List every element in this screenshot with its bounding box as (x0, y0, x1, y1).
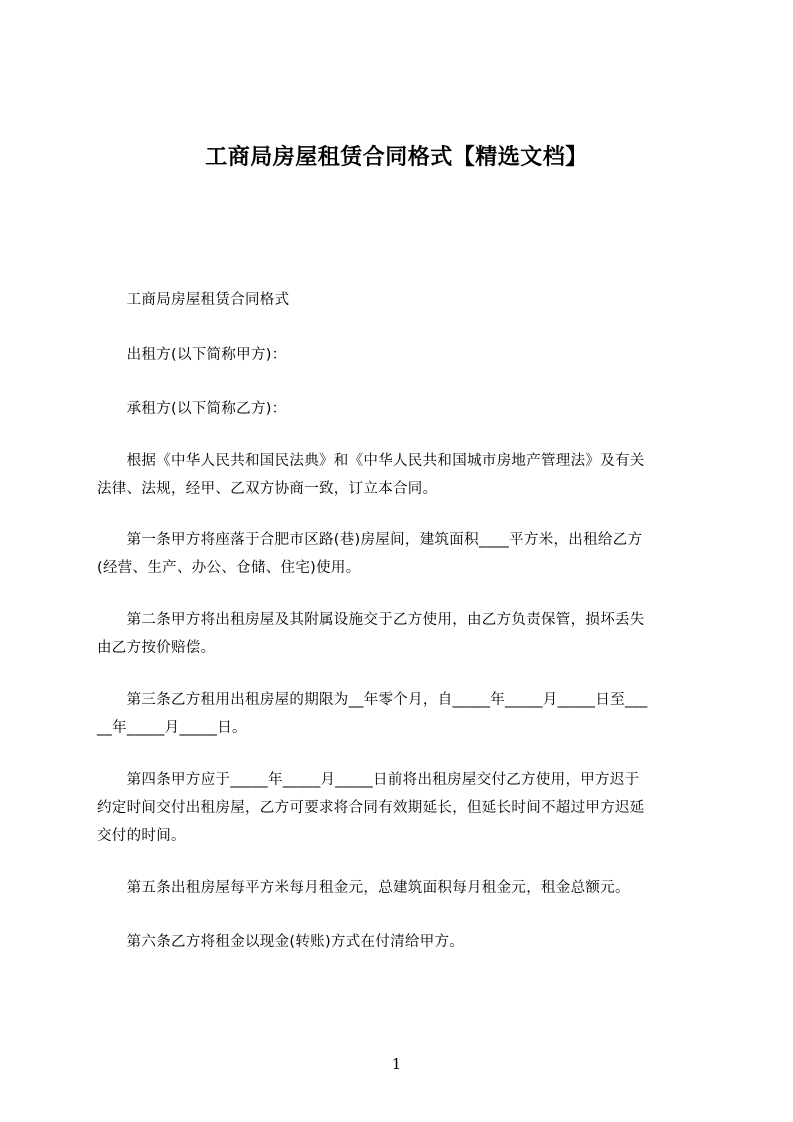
text-line: 出租方(以下简称甲方)： (97, 347, 287, 363)
paragraph-article-4 (97, 766, 707, 850)
text-line: 承租方(以下简称乙方)： (97, 401, 287, 417)
paragraph-preamble (97, 447, 707, 503)
text-line: 约定时间交付出租房屋，乙方可要求将合同有效期延长，但延长时间不超过甲方迟延 (97, 800, 645, 816)
text-line: 法律、法规，经甲、乙双方协商一致，订立本合同。 (97, 481, 438, 497)
text-line: 第六条乙方将租金以现金(转账)方式在付清给甲方。 (97, 934, 465, 950)
paragraph-lessee (97, 395, 707, 423)
paragraph-article-6 (97, 928, 707, 956)
text-line: __年_____月_____日。 (97, 720, 247, 736)
text-line: 交付的时间。 (97, 828, 186, 844)
text-line: 第五条出租房屋每平方米每月租金元，总建筑面积每月租金元，租金总额元。 (97, 880, 630, 896)
text-line: (经营、生产、办公、仓储、住宅)使用。 (97, 560, 361, 576)
paragraph-article-3 (97, 686, 707, 742)
text-line: 第二条甲方将出租房屋及其附属设施交于乙方使用，由乙方负责保管，损坏丢失 (97, 612, 645, 628)
paragraph-article-2 (97, 606, 707, 662)
paragraph-heading (97, 286, 707, 314)
page-number: 1 (391, 1055, 402, 1073)
paragraph-article-1 (97, 526, 707, 582)
text-line: 第四条甲方应于_____年_____月_____日前将出租房屋交付乙方使用，甲方迟于 (97, 772, 640, 788)
text-line: 第一条甲方将座落于合肥市区路(巷)房屋间，建筑面积____平方米，出租给乙方 (97, 532, 643, 548)
text-line: 工商局房屋租赁合同格式 (97, 292, 290, 308)
paragraph-lessor (97, 341, 707, 369)
text-line: 第三条乙方租用出租房屋的期限为__年零个月，自_____年_____月_____日至___ (97, 692, 648, 708)
document-title: 工商局房屋租赁合同格式【精选文档】 (205, 145, 588, 170)
text-line: 根据《中华人民共和国民法典》和《中华人民共和国城市房地产管理法》及有关 (97, 453, 645, 469)
text-line: 由乙方按价赔偿。 (97, 640, 216, 656)
paragraph-article-5 (97, 874, 707, 902)
